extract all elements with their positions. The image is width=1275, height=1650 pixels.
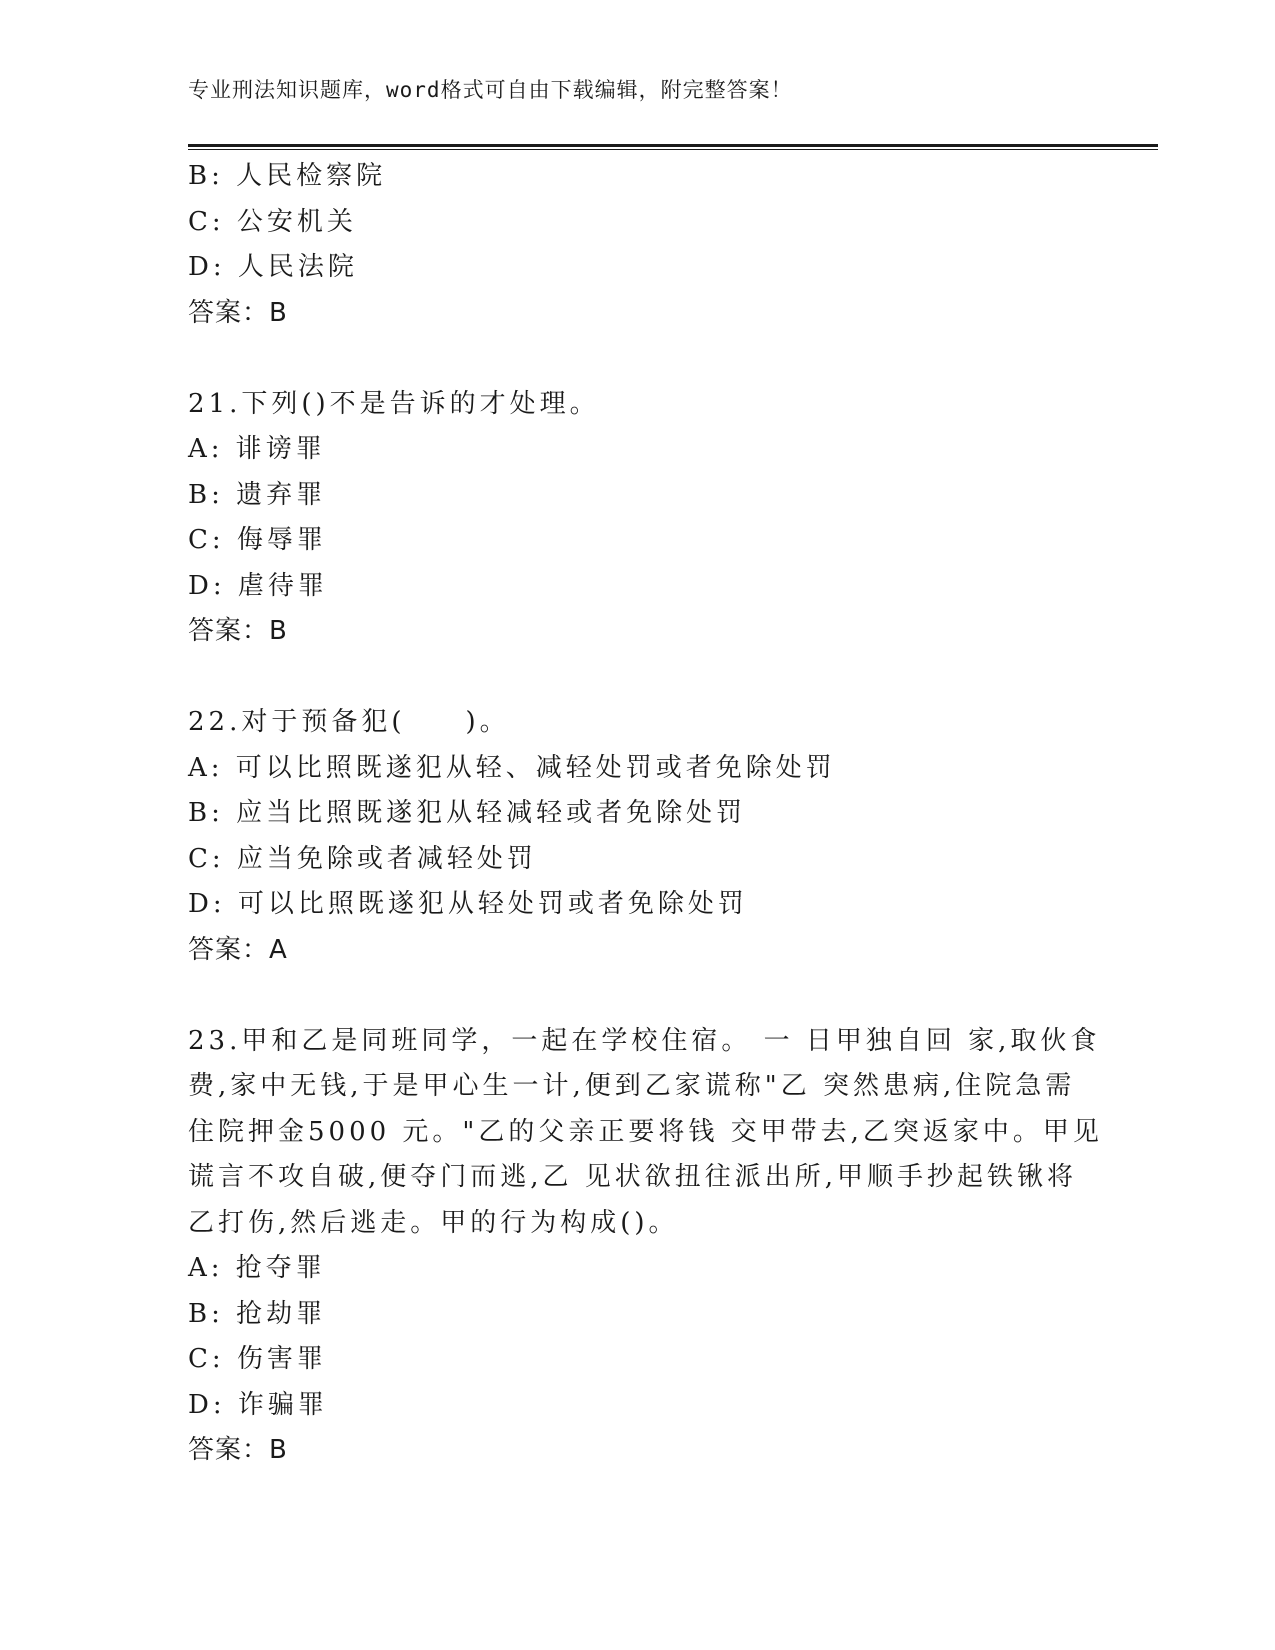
option-a: A: 抢夺罪: [188, 1253, 326, 1283]
question-stem-line: 23.甲和乙是同班同学，一起在学校住宿。 一 日甲独自回 家,取伙食: [188, 1025, 1101, 1056]
option-b: B: 抢劫罪: [188, 1298, 327, 1329]
question-stem-line: 谎言不攻自破,便夺门而逃,乙 见状欲扭往派出所,甲顺手抄起铁锹将: [188, 1162, 1078, 1192]
spacer: [188, 655, 1088, 701]
option-c: C: 侮辱罪: [188, 525, 327, 555]
answer-line: 答案：B: [188, 616, 288, 646]
option-c: C: 公安机关: [188, 206, 357, 237]
answer-line: 答案：B: [188, 1435, 288, 1465]
question-stem: 21.下列()不是告诉的才处理。: [188, 388, 600, 419]
header-divider: [188, 144, 1158, 150]
option-b: B: 应当比照既遂犯从轻减轻或者免除处罚: [188, 798, 747, 828]
question-22: [188, 700, 1088, 973]
question-stem-line: 费,家中无钱,于是甲心生一计,便到乙家谎称"乙 突然患病,住院急需: [188, 1071, 1076, 1101]
spacer: [188, 973, 1088, 1019]
question-stem: 22.对于预备犯( )。: [188, 707, 510, 737]
continued-question: [188, 154, 1088, 336]
option-b: B: 人民检察院: [188, 161, 387, 191]
option-d: D: 人民法院: [188, 252, 358, 282]
option-d: D: 可以比照既遂犯从轻处罚或者免除处罚: [188, 889, 748, 919]
option-a: A: 可以比照既遂犯从轻、减轻处罚或者免除处罚: [188, 752, 836, 783]
question-stem-line: 住院押金5000 元。"乙的父亲正要将钱 交甲带去,乙突返家中。甲见: [188, 1116, 1103, 1147]
page-header: 专业刑法知识题库，word格式可自由下载编辑，附完整答案！: [188, 78, 793, 102]
option-d: D: 虐待罪: [188, 570, 328, 601]
question-list: [188, 154, 1103, 1474]
option-d: D: 诈骗罪: [188, 1389, 328, 1420]
answer-line: 答案：B: [188, 297, 288, 328]
question-stem-line: 乙打伤,然后逃走。甲的行为构成()。: [188, 1207, 679, 1238]
question-21: [188, 382, 1088, 655]
option-c: C: 伤害罪: [188, 1344, 327, 1374]
option-a: A: 诽谤罪: [188, 434, 326, 464]
option-b: B: 遗弃罪: [188, 479, 327, 510]
answer-line: 答案：A: [188, 934, 288, 965]
option-c: C: 应当免除或者减轻处罚: [188, 843, 537, 874]
spacer: [188, 336, 1088, 382]
question-23: [188, 1019, 1103, 1474]
